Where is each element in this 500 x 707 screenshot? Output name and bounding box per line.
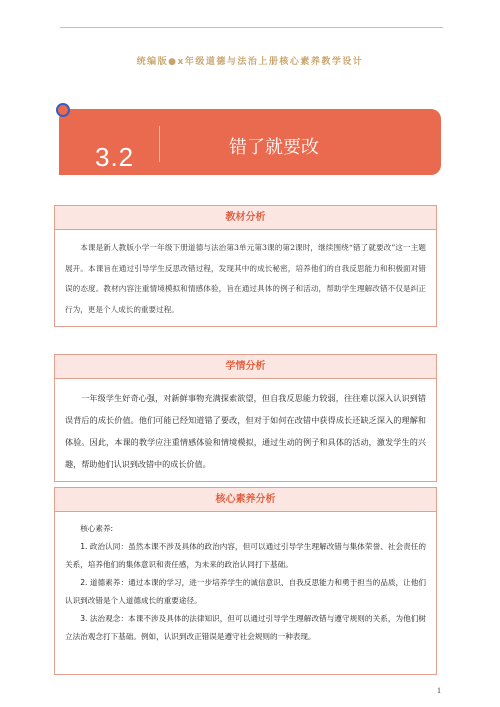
section-heading: 学情分析 [55, 355, 436, 379]
running-header: 统编版●x年级道德与法治上册核心素养教学设计 [136, 57, 364, 67]
literacy-item: 1. 政治认同：虽然本课不涉及具体的政治内容，但可以通过引导学生理解改错与集体荣誉、社会责任的关系，培养他们的集体意识和责任感，为未来的政治认同打下基础。 [65, 542, 426, 569]
banner-dot-icon [56, 103, 70, 117]
lesson-number: 3.2 [95, 142, 135, 172]
lesson-title: 错了就要改 [229, 137, 319, 158]
section-paragraph: 本课是新人教版小学一年级下册道德与法治第3单元第3课的第2课时，继续围绕“错了就要改”这一主题展开。本课旨在通过引导学生反思改错过程，发现其中的成长秘密，培养他们的自我反思能力和积极面对错误的态度。教材内容注重情境模拟和情感体验，旨在通过具体的例子和活动，帮助学生理解改错不仅是纠正行为，更是个人成长的重要过程。 [65, 243, 426, 314]
section-heading: 核心素养分析 [55, 488, 436, 512]
literacy-item: 3. 法治观念：本课不涉及具体的法律知识，但可以通过引导学生理解改错与遵守规则的关系，为他们树立法治观念打下基础。例如，认识到改正错误是遵守社会规则的一种表现。 [65, 614, 426, 641]
header-rule [60, 27, 443, 28]
literacy-item: 2. 道德素养：通过本课的学习，进一步培养学生的诚信意识、自我反思能力和勇于担当的品质，让他们认识到改错是个人道德成长的重要途径。 [65, 578, 426, 605]
textbook-analysis-section [54, 205, 437, 327]
section-heading: 教材分析 [55, 206, 436, 230]
section-paragraph: 一年级学生好奇心强，对新鲜事物充满探索欲望，但自我反思能力较弱，往往难以深入认识到错误背后的成长价值。他们可能已经知道错了要改，但对于如何在改错中获得成长还缺乏深入的理解和体验。因此，本课的教学应注重情感体验和情境模拟，通过生动的例子和具体的活动，激发学生的兴趣，帮助他们认识到改错中的成长价值。 [65, 393, 426, 469]
student-analysis-section [54, 354, 437, 482]
section-intro: 核心素养: [80, 524, 114, 533]
core-literacy-section [54, 487, 437, 675]
page-number: 1 [437, 686, 441, 695]
banner-divider [159, 126, 160, 162]
